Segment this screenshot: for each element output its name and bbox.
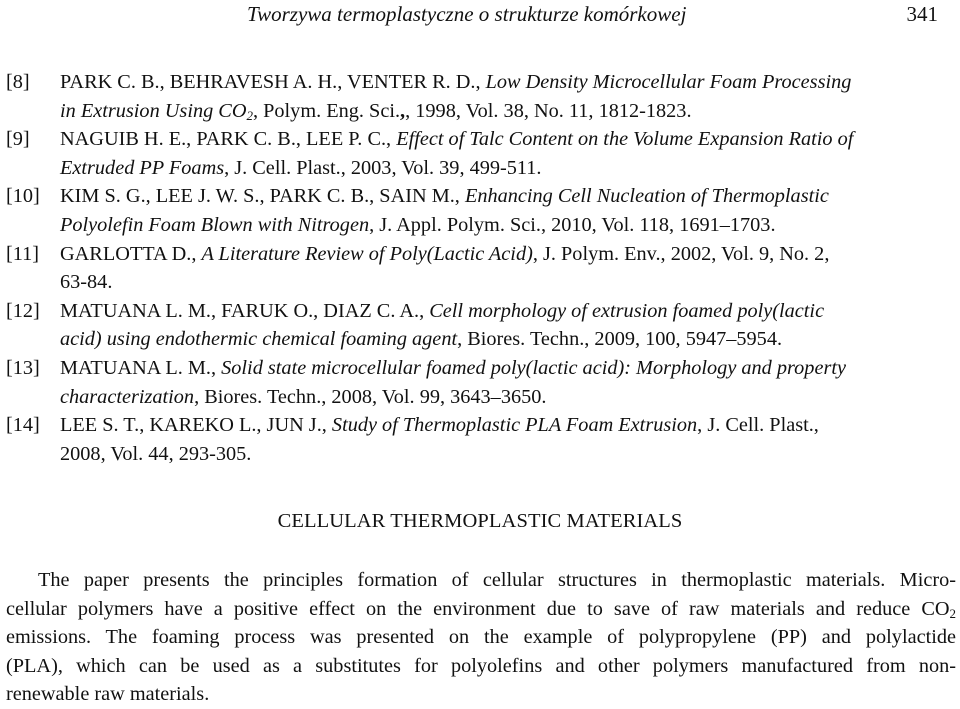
abstract-body xyxy=(6,566,956,709)
reference-line: Extruded PP Foams, J. Cell. Plast., 2003, Vol. 39, 499-511. xyxy=(60,156,542,179)
reference-line: PARK C. B., BEHRAVESH A. H., VENTER R. D., Low Density Microcellular Foam Processing xyxy=(60,71,852,93)
abstract-line: emissions. The foaming process was presented on the example of polypropylene (PP) and polylactide xyxy=(6,626,956,649)
abstract-line: renewable raw materials. xyxy=(6,683,210,706)
reference-line: 63-84. xyxy=(60,271,113,294)
running-header xyxy=(0,0,960,30)
reference-line: MATUANA L. M., FARUK O., DIAZ C. A., Cell morphology of extrusion foamed poly(lactic xyxy=(60,299,825,322)
reference-item xyxy=(6,68,956,125)
reference-line: 2008, Vol. 44, 293-305. xyxy=(60,442,252,465)
reference-line: LEE S. T., KAREKO L., JUN J., Study of Thermoplastic PLA Foam Extrusion, J. Cell. Plast., xyxy=(60,414,819,437)
reference-line: NAGUIB H. E., PARK C. B., LEE P. C., Effect of Talc Content on the Volume Expansion Ratio of xyxy=(60,128,854,151)
reference-number: [14] xyxy=(6,414,40,437)
reference-line: acid) using endothermic chemical foaming agent, Biores. Techn., 2009, 100, 5947–5954. xyxy=(60,328,783,351)
reference-number: [12] xyxy=(6,299,40,322)
reference-item xyxy=(6,297,956,354)
reference-item xyxy=(6,354,956,411)
reference-item xyxy=(6,240,956,297)
reference-number: [11] xyxy=(6,242,40,265)
reference-item xyxy=(6,182,956,239)
reference-line: GARLOTTA D., A Literature Review of Poly(Lactic Acid), J. Polym. Env., 2002, Vol. 9, No. 2, xyxy=(60,242,830,265)
abstract-heading: CELLULAR THERMOPLASTIC MATERIALS xyxy=(277,510,683,532)
reference-number: [10] xyxy=(6,185,40,208)
reference-line: characterization, Biores. Techn., 2008, Vol. 99, 3643–3650. xyxy=(60,385,547,408)
reference-number: [13] xyxy=(6,356,40,379)
reference-item xyxy=(6,125,956,182)
abstract-line: cellular polymers have a positive effect on the environment due to save of raw materials and reduce $CO_2$ xyxy=(6,597,956,621)
reference-number: [8] xyxy=(6,71,30,93)
reference-line: MATUANA L. M., Solid state microcellular foamed poly(lactic acid): Morphology and property xyxy=(60,356,846,379)
abstract-line: The paper presents the principles formation of cellular structures in thermoplastic materials. Micro- xyxy=(38,569,956,591)
page-number: 341 xyxy=(906,2,938,26)
abstract-line: (PLA), which can be used as a substitutes for polyolefins and other polymers manufactured from non- xyxy=(6,654,956,677)
reference-list xyxy=(6,68,956,468)
reference-item xyxy=(6,411,956,468)
reference-line: Polyolefin Foam Blown with Nitrogen, J. Appl. Polym. Sci., 2010, Vol. 118, 1691–1703. xyxy=(60,213,776,236)
reference-line: in Extrusion Using $CO_2$, Polym. Eng. Sci.,, 1998, Vol. 38, No. 11, 1812-1823. xyxy=(60,99,692,123)
reference-line: KIM S. G., LEE J. W. S., PARK C. B., SAIN M., Enhancing Cell Nucleation of Thermoplastic xyxy=(60,185,829,208)
running-title: Tworzywa termoplastyczne o strukturze komórkowej xyxy=(247,2,687,26)
reference-number: [9] xyxy=(6,128,30,151)
